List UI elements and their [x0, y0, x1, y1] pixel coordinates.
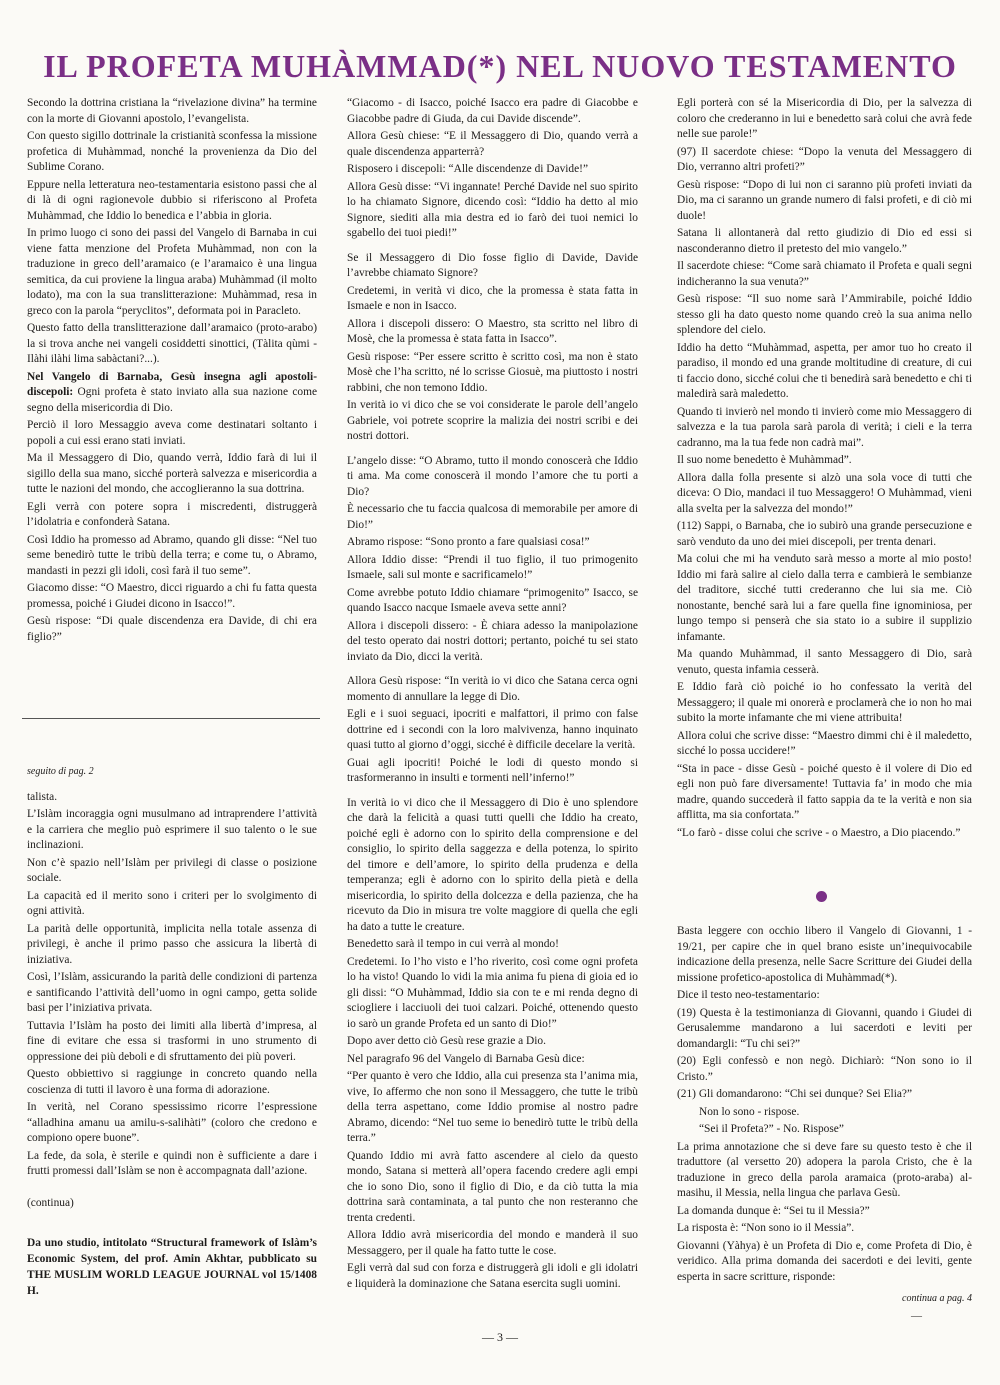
paragraph: “Sta in pace - disse Gesù - poiché questo è il volere di Dio ed egli non può fare diversamente! Tuttavia fa’ in modo che mia madre, quando succederà il fatto sappia da te la verità e non sia afflitta, ma sia confortata.”: [677, 762, 972, 821]
paragraph: Dopo aver detto ciò Gesù rese grazie a Dio.: [347, 1035, 546, 1047]
paragraph-text: Ogni profeta è stato inviato alla sua nazione come segno della misericordia di Dio.: [27, 386, 317, 414]
paragraph: Ma il Messaggero di Dio, quando verrà, Iddio farà di lui il sigillo della sua mano, sicché porterà salvezza e misericordia a tutte le nazioni del mondo, che accoglieranno la sua dottrina.: [27, 452, 317, 495]
paragraph: La fede, da sola, è sterile e quindi non è sufficiente a dare i frutti promessi dall’Islàm se non è accompagnata dall’azione.: [27, 1149, 317, 1177]
paragraph: E Iddio farà ciò poiché io ho confessato la verità del Messaggero; il quale mi onorerà e proclamerà che io non ho mai subito la morte infamante che mi viene attribuita!: [677, 681, 972, 724]
page-title: IL PROFETA MUHÀMMAD(*) NEL NUOVO TESTAMENTO: [43, 48, 957, 84]
paragraph: Se il Messaggero di Dio fosse figlio di Davide, Davide l’avrebbe chiamato Signore?: [347, 251, 638, 279]
paragraph: talista.: [27, 790, 58, 803]
paragraph: (112) Sappi, o Barnaba, che io subirò una grande persecuzione e sarò venduto da uno dei miei discepoli, per trenta denari.: [677, 520, 972, 548]
paragraph: Allora Gesù disse: “Vi ingannate! Perché Davide nel suo spirito lo ha chiamato Signore, dicendo così: “Iddio ha detto al mio Signore, siediti alla mia destra ed io farò dei tuoi nemici lo sgabello dei tuoi piedi!”: [347, 180, 638, 239]
paragraph: Con questo sigillo dottrinale la cristianità sconfessa la missione profetica di Muhàmmad, nonché la provenienza da Dio del Sublime Corano.: [27, 130, 317, 173]
paragraph: Ma quando Muhàmmad, il santo Messaggero di Dio, sarà venuto, questa infamia cesserà.: [677, 648, 972, 676]
paragraph: Come avrebbe potuto Iddio chiamare “primogenito” Isacco, se quando Isacco nacque Ismaele aveva sette anni?: [347, 586, 638, 614]
seguito-label: seguito di pag. 2: [27, 766, 94, 777]
paragraph: (97) Il sacerdote chiese: “Dopo la venuta del Messaggero di Dio, verranno altri profeti?”: [677, 145, 972, 173]
section-divider: [22, 718, 320, 719]
paragraph: Abramo rispose: “Sono pronto a fare qualsiasi cosa!”: [347, 536, 590, 548]
column-1: [27, 96, 317, 647]
paragraph: Egli e i suoi seguaci, ipocriti e malfattori, il primo con false dottrine ed i secondi con la loro malvivenza, hanno inquinato quasi tutto al giorno d’oggi, sicché è difficile decelare la verità.: [347, 708, 638, 751]
paragraph: In verità io vi dico che il Messaggero di Dio è uno splendore che darà la felicità a quasi tutti quelli che Iddio ha creato, poiché egli è adorno con lo spirito della comprensione e del consiglio, lo spirito della saggezza e della potenza, lo spirito del timore e dell’amore, lo spirito della prudenza e della temperanza; egli è adorno con lo spirito della pietà e della misericordia, lo spirito della dolcezza e della pazienza, che ha ricevuto da Dio in misura tre volte maggiore di quella che egli ha dato a tutte le creature.: [347, 796, 638, 933]
paragraph: Gesù rispose: “Dopo di lui non ci saranno più profeti inviati da Dio, ma ci saranno un grande numero di falsi profeti, e di ciò mi duole!: [677, 178, 972, 222]
paragraph: L’angelo disse: “O Abramo, tutto il mondo conoscerà che Iddio ti ama. Ma come conoscerà il mondo l’amore che tu porti a Dio?: [347, 454, 638, 498]
paragraph: Satana li allontanerà dal retto giudizio di Dio ed essi si nasconderanno dietro il pretesto del mio vangelo.”: [677, 227, 972, 255]
paragraph: La capacità ed il merito sono i criteri per lo svolgimento di ogni attività.: [27, 889, 317, 917]
paragraph: La domanda dunque è: “Sei tu il Messia?”: [677, 1204, 870, 1217]
source-note: Da uno studio, intitolato “Structural framework of Islàm’s Economic System, del prof. Amin Akhtar, pubblicato su THE MUSLIM WORLD LEAGUE JOURNAL vol 15/1408 H.: [27, 1237, 317, 1297]
paragraph: L’Islàm incoraggia ogni musulmano ad intraprendere l’attività e la carriera che meglio può esprimere il suo talento o le sue inclinazioni.: [27, 808, 317, 851]
paragraph: Eppure nella letteratura neo-testamentaria esistono passi che al di là di ogni ragionevole dubbio si riferiscono al Profeta Muhàmmad, che Iddio lo benedica e l’abbia in gloria.: [27, 178, 317, 222]
paragraph: È necessario che tu faccia qualcosa di memorabile per amore di Dio!”: [347, 503, 638, 531]
paragraph: Dice il testo neo-testamentario:: [677, 989, 820, 1001]
paragraph: Il suo nome benedetto è Muhàmmad”.: [677, 454, 852, 466]
paragraph: Così Iddio ha promesso ad Abramo, quando gli disse: “Nel tuo seme benedirò tutte le tribù della terra; e come tu, o Abramo, mandasti in pezzi gli idoli, così farà il tuo seme”.: [27, 533, 317, 577]
paragraph: Allora i discepoli dissero: - È chiara adesso la manipolazione del testo operato dai nostri dottori; pertanto, poiché tu sei stato inviato da Dio, dicci la verità.: [347, 619, 638, 663]
paragraph: La parità delle opportunità, implicita nella totale assenza di privilegi, è anche il primo passo che assicura la libertà di iniziativa.: [27, 922, 317, 966]
paragraph: Egli verrà con potere sopra i miscredenti, distruggerà l’idolatria e confonderà Satana.: [27, 500, 317, 528]
paragraph: Ma colui che mi ha venduto sarà messo a morte al mio posto! Iddio mi farà salire al cielo dalla terra e cambierà le sembianze del traditore, sicché tutti crederanno che lui sia me. Ciò nonostante, benché sarà lui a fare quella fine ignominiosa, per lungo tempo si penserà che sia stato io a subire il supplizio infamante.: [677, 553, 972, 643]
paragraph: Risposero i discepoli: “Alle discendenze di Davide!”: [347, 163, 589, 175]
paragraph: Gesù rispose: “Di quale discendenza era Davide, di chi era figlio?”: [27, 615, 317, 643]
paragraph: Tuttavia l’Islàm ha posto dei limiti alla libertà d’impresa, al fine di evitare che essa si trasformi in uno strumento di oppressione dei più deboli e di sfruttamento dei più poveri.: [27, 1019, 317, 1063]
paragraph: Non lo sono - rispose.: [699, 1105, 800, 1118]
paragraph: Gesù rispose: “Per essere scritto è scritto così, ma non è stato Mosè che l’ha scritto, né lo scrisse Giosuè, ma piuttosto i nostri rabbini, che non temono Iddio.: [347, 350, 638, 394]
paragraph: Benedetto sarà il tempo in cui verrà al mondo!: [347, 938, 559, 950]
paragraph: Allora dalla folla presente si alzò una sola voce di tutti che diceva: O Dio, mandaci il tuo Messaggero! O Muhàmmad, vieni alla svelta per la salvezza del mondo!”: [677, 471, 972, 515]
continua-label: (continua): [27, 1196, 74, 1209]
paragraph: Questo obbiettivo si raggiunge in concreto quando nella coscienza di tutti il lavoro è una forma di adorazione.: [27, 1068, 317, 1096]
column-3: [677, 96, 972, 843]
paragraph: In primo luogo ci sono dei passi del Vangelo di Barnaba in cui viene fatta menzione del Profeta Muhàmmad, non con la traduzione in greco dell’aramaico (e l’aramaico è una lingua semitica, da cui proviene la lingua araba) Muhàmmad (il molto lodato), ma con la sua translitterazione: Muhàmmad, resa in greco con la parola “peryclitos”, deformata poi in Paracleto.: [27, 227, 317, 317]
paragraph: La risposta è: “Non sono io il Messia”.: [677, 1222, 855, 1234]
continua-label: continua a pag. 4: [902, 1293, 972, 1304]
paragraph: Basta leggere con occhio libero il Vangelo di Giovanni, 1 - 19/21, per capire che in quel brano esiste un’inequivocabile indicazione della presenza, nelle Sacre Scritture dei Giudei della missione profetico-apostolica di Muhàmmad(*).: [677, 925, 972, 984]
paragraph: “Sei il Profeta?” - No. Rispose”: [699, 1123, 844, 1135]
paragraph: Credetemi, in verità vi dico, che la promessa è stata fatta in Ismaele e non in Isacco.: [347, 284, 638, 312]
paragraph: Quando ti invierò nel mondo ti invierò come mio Messaggero di salvezza e la tua parola sarà parola di verità; i cieli e la terra cadranno, ma la tua fede non cadrà mai”.: [677, 405, 972, 449]
paragraph: “Lo farò - disse colui che scrive - o Maestro, a Dio piacendo.”: [677, 826, 961, 839]
paragraph: Allora Gesù rispose: “In verità io vi dico che Satana cerca ogni momento di annullare la legge di Dio.: [347, 675, 638, 703]
paragraph: Secondo la dottrina cristiana la “rivelazione divina” ha termine con la morte di Giovanni apostolo, l’evangelista.: [27, 97, 317, 125]
purple-dot-icon: [816, 891, 827, 902]
paragraph: Questo fatto della translitterazione dall’aramaico (proto-arabo) la si trova anche nei vangeli cosiddetti sinottici, (Tàlita qùmi - Ilàhi ilàhi lima sabàctani?...).: [27, 322, 317, 365]
paragraph: In verità, nel Corano spessissimo ricorre l’espressione “alladhina amanu ua amilu-s-salihàti” (coloro che credono e compiono opere buone”.: [27, 1101, 317, 1144]
paragraph: (20) Egli confessò e non negò. Dichiarò: “Non sono io il Cristo.”: [677, 1055, 972, 1083]
paragraph: Il sacerdote chiese: “Come sarà chiamato il Profeta e quali segni indicheranno la sua venuta?”: [677, 260, 972, 288]
paragraph: Iddio ha detto “Muhàmmad, aspetta, per amor tuo ho creato il paradiso, il mondo ed una grande moltitudine di creature, di cui ti faccio dono, sicché colui che ti benedirà sarà benedetto e chi ti maledirà sarà maledetto.: [677, 341, 972, 400]
dash-mark: —: [911, 1309, 922, 1322]
paragraph: Così, l’Islàm, assicurando la parità delle condizioni di partenza e santificando l’attività dell’uomo in ogni campo, getta solide basi per l’iniziativa privata.: [27, 971, 317, 1014]
paragraph: La prima annotazione che si deve fare su questo testo è che il traduttore (al versetto 20) adopera la parola Cristo, che è la traduzione in greco della parola aramaica (proto-araba) al-masihu, il Messia, nella lingua che parlava Gesù.: [677, 1140, 972, 1199]
column-1-continuation: [27, 764, 317, 1301]
paragraph: [27, 370, 317, 417]
paragraph: In verità io vi dico che se voi considerate le parole dell’angelo Gabriele, voi potrete scoprire la malizia dei nostri scribi e dei nostri dottori.: [347, 399, 638, 442]
paragraph: Nel paragrafo 96 del Vangelo di Barnaba Gesù dice:: [347, 1052, 585, 1065]
paragraph: Allora colui che scrive disse: “Maestro dimmi chi è il maledetto, sicché lo possa uccidere!”: [677, 729, 972, 757]
paragraph: Allora Gesù chiese: “E il Messaggero di Dio, quando verrà a quale discendenza apparterrà?: [347, 130, 638, 158]
paragraph: Quando Iddio mi avrà fatto ascendere al cielo da questo mondo, Satana si metterà all’opera facendo credere agli empi che io sono Dio, sono il figlio di Dio, e da ciò tutta la mia dottrina sarà contaminata, a tal punto che non resteranno che trenta credenti.: [347, 1149, 638, 1224]
paragraph: (21) Gli domandarono: “Chi sei dunque? Sei Elia?”: [677, 1088, 913, 1100]
paragraph: (19) Questa è la testimonianza di Giovanni, quando i Giudei di Gerusalemme mandarono a lui sacerdoti e leviti per domandargli: “Tu chi sei?”: [677, 1006, 972, 1050]
paragraph: Guai agli ipocriti! Poiché le lodi di questo mondo si trasformeranno in insulti e tormenti nell’inferno!”: [347, 756, 638, 784]
paragraph: “Per quanto è vero che Iddio, alla cui presenza sta l’anima mia, vive, Io affermo che non sono il Messaggero, che tutte le tribù della terra aspettano, come Iddio promise al nostro padre Abramo, dicendo: “Nel tuo seme io benedirò tutte le tribù della terra.”: [347, 1070, 638, 1144]
paragraph: Credetemi. Io l’ho visto e l’ho riverito, così come ogni profeta lo ha visto! Quando lo vidi la mia anima fu piena di gioia ed io gli dissi: “O Muhàmmad, Iddio sia con te e mi renda degno di sciogliere i lacciuoli dei tuoi calzari. Poiché, ottenendo questo io sarò un grande Profeta ed un santo di Dio!”: [347, 955, 638, 1030]
paragraph: Non c’è spazio nell’Islàm per privilegi di classe o posizione sociale.: [27, 856, 317, 884]
paragraph: Egli porterà con sé la Misericordia di Dio, per la salvezza di coloro che crederanno in lui e benedetto sarà colui che avrà fede nelle sue parole!”: [677, 97, 972, 140]
paragraph: Gesù rispose: “Il suo nome sarà l’Ammirabile, poiché Iddio stesso gli ha dato questo nome quando creò la sua anima nello splendore del cielo.: [677, 293, 972, 336]
bold-heading: Nel Vangelo di Barnaba, Gesù insegna agli apostoli-discepoli:: [27, 370, 317, 398]
column-2: [347, 96, 638, 1294]
paragraph: Allora Iddio avrà misericordia del mondo e manderà il suo Messaggero, per il quale ha fatto tutte le cose.: [347, 1229, 638, 1257]
page-number: — 3 —: [482, 1330, 518, 1344]
paragraph: Giovanni (Yàhya) è un Profeta di Dio e, come Profeta di Dio, è veridico. Alla prima domanda dei sacerdoti e dei leviti, gente esperta in sacre scritture, risponde:: [677, 1239, 972, 1283]
paragraph: “Giacomo - di Isacco, poiché Isacco era padre di Giacobbe e Giacobbe padre di Giuda, da cui Davide discende”.: [347, 97, 638, 125]
paragraph: Allora i discepoli dissero: O Maestro, sta scritto nel libro di Mosè, che la promessa è stata fatta in Isacco”.: [347, 317, 638, 345]
column-3-continuation: [677, 924, 972, 1326]
paragraph: Allora Iddio disse: “Prendi il tuo figlio, il tuo primogenito Ismaele, sali sul monte e sacrificamelo!”: [347, 553, 638, 581]
paragraph: Perciò il loro Messaggio aveva come destinatari soltanto i popoli a cui essi erano stati inviati.: [27, 419, 317, 447]
paragraph: Giacomo disse: “O Maestro, dicci riguardo a chi fu fatta questa promessa, poiché i Giudei dicono in Isacco!”.: [27, 582, 317, 610]
paragraph: Egli verrà dal sud con forza e distruggerà gli idoli e gli idolatri e liquiderà la dominazione che Satana esercita sugli uomini.: [347, 1262, 638, 1290]
